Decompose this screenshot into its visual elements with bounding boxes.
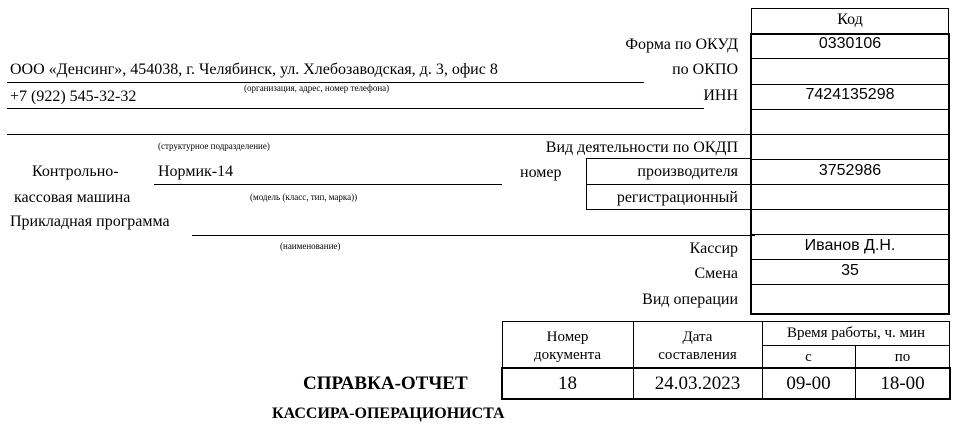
program-caption: (наименование) bbox=[280, 241, 341, 251]
okdp-label: Вид деятельности по ОКДП bbox=[545, 139, 738, 156]
code-divider-1 bbox=[751, 58, 949, 59]
manufacturer-number: 3752986 bbox=[818, 162, 882, 179]
code-divider-5 bbox=[751, 159, 949, 160]
subdivision-caption: (структурное подразделение) bbox=[158, 141, 270, 151]
time-from: 09-00 bbox=[786, 373, 831, 394]
kkm-number-divider bbox=[586, 184, 752, 185]
manufacturer-label: производителя bbox=[637, 163, 738, 180]
kkm-line bbox=[154, 184, 502, 185]
code-divider-7 bbox=[751, 209, 949, 210]
col-number-line1: Номер bbox=[546, 329, 589, 345]
registration-label: регистрационный bbox=[616, 189, 738, 206]
kkm-label-line2: кассовая машина bbox=[14, 189, 131, 206]
doc-number: 18 bbox=[558, 373, 577, 394]
code-divider-4 bbox=[751, 134, 949, 135]
organization-caption: (организация, адрес, номер телефона) bbox=[244, 83, 390, 93]
program-label: Прикладная программа bbox=[10, 213, 170, 230]
code-divider-6 bbox=[751, 184, 949, 185]
phone-line bbox=[7, 108, 704, 109]
kkm-model-value: Нормик-14 bbox=[158, 163, 234, 180]
time-to: 18-00 bbox=[880, 373, 925, 394]
col-date-line1: Дата bbox=[682, 329, 713, 345]
shift-label: Смена bbox=[694, 265, 738, 282]
col-time-to: по bbox=[894, 349, 911, 365]
kkm-caption: (модель (класс, тип, марка)) bbox=[250, 192, 358, 202]
code-divider-3 bbox=[751, 109, 949, 110]
okud-label: Форма по ОКУД bbox=[625, 36, 738, 53]
title-line2: КАССИРА-ОПЕРАЦИОНИСТА bbox=[272, 405, 505, 422]
okud-code: 0330106 bbox=[818, 35, 882, 52]
cashier-name: Иванов Д.Н. bbox=[804, 237, 896, 254]
code-divider-2 bbox=[751, 84, 949, 85]
code-header: Код bbox=[837, 11, 863, 28]
cashier-label: Кассир bbox=[689, 240, 738, 257]
operation-label: Вид операции bbox=[642, 291, 738, 308]
number-label: номер bbox=[520, 164, 562, 181]
inn-label: ИНН bbox=[703, 87, 738, 104]
doc-date: 24.03.2023 bbox=[654, 373, 741, 394]
okpo-label: по ОКПО bbox=[672, 61, 738, 78]
col-time: Время работы, ч. мин bbox=[786, 325, 926, 341]
time-header-divider bbox=[762, 345, 950, 346]
title-line1: СПРАВКА-ОТЧЕТ bbox=[303, 373, 468, 394]
col-date-line2: составления bbox=[658, 347, 737, 363]
subdivision-line bbox=[7, 134, 755, 135]
code-divider-10 bbox=[751, 284, 949, 285]
col-time-from: с bbox=[805, 349, 812, 365]
kkm-label-line1: Контрольно- bbox=[32, 163, 119, 180]
code-divider-8 bbox=[751, 234, 949, 235]
shift-number: 35 bbox=[841, 262, 859, 279]
organization-name: ООО «Денсинг», 454038, г. Челябинск, ул. Хлебозаводская, д. 3, офис 8 bbox=[10, 61, 498, 78]
code-divider-9 bbox=[751, 259, 949, 260]
program-line bbox=[192, 235, 755, 236]
organization-phone: +7 (922) 545-32-32 bbox=[10, 88, 137, 105]
inn-code: 7424135298 bbox=[805, 86, 895, 103]
col-number-line2: документа bbox=[533, 347, 602, 363]
